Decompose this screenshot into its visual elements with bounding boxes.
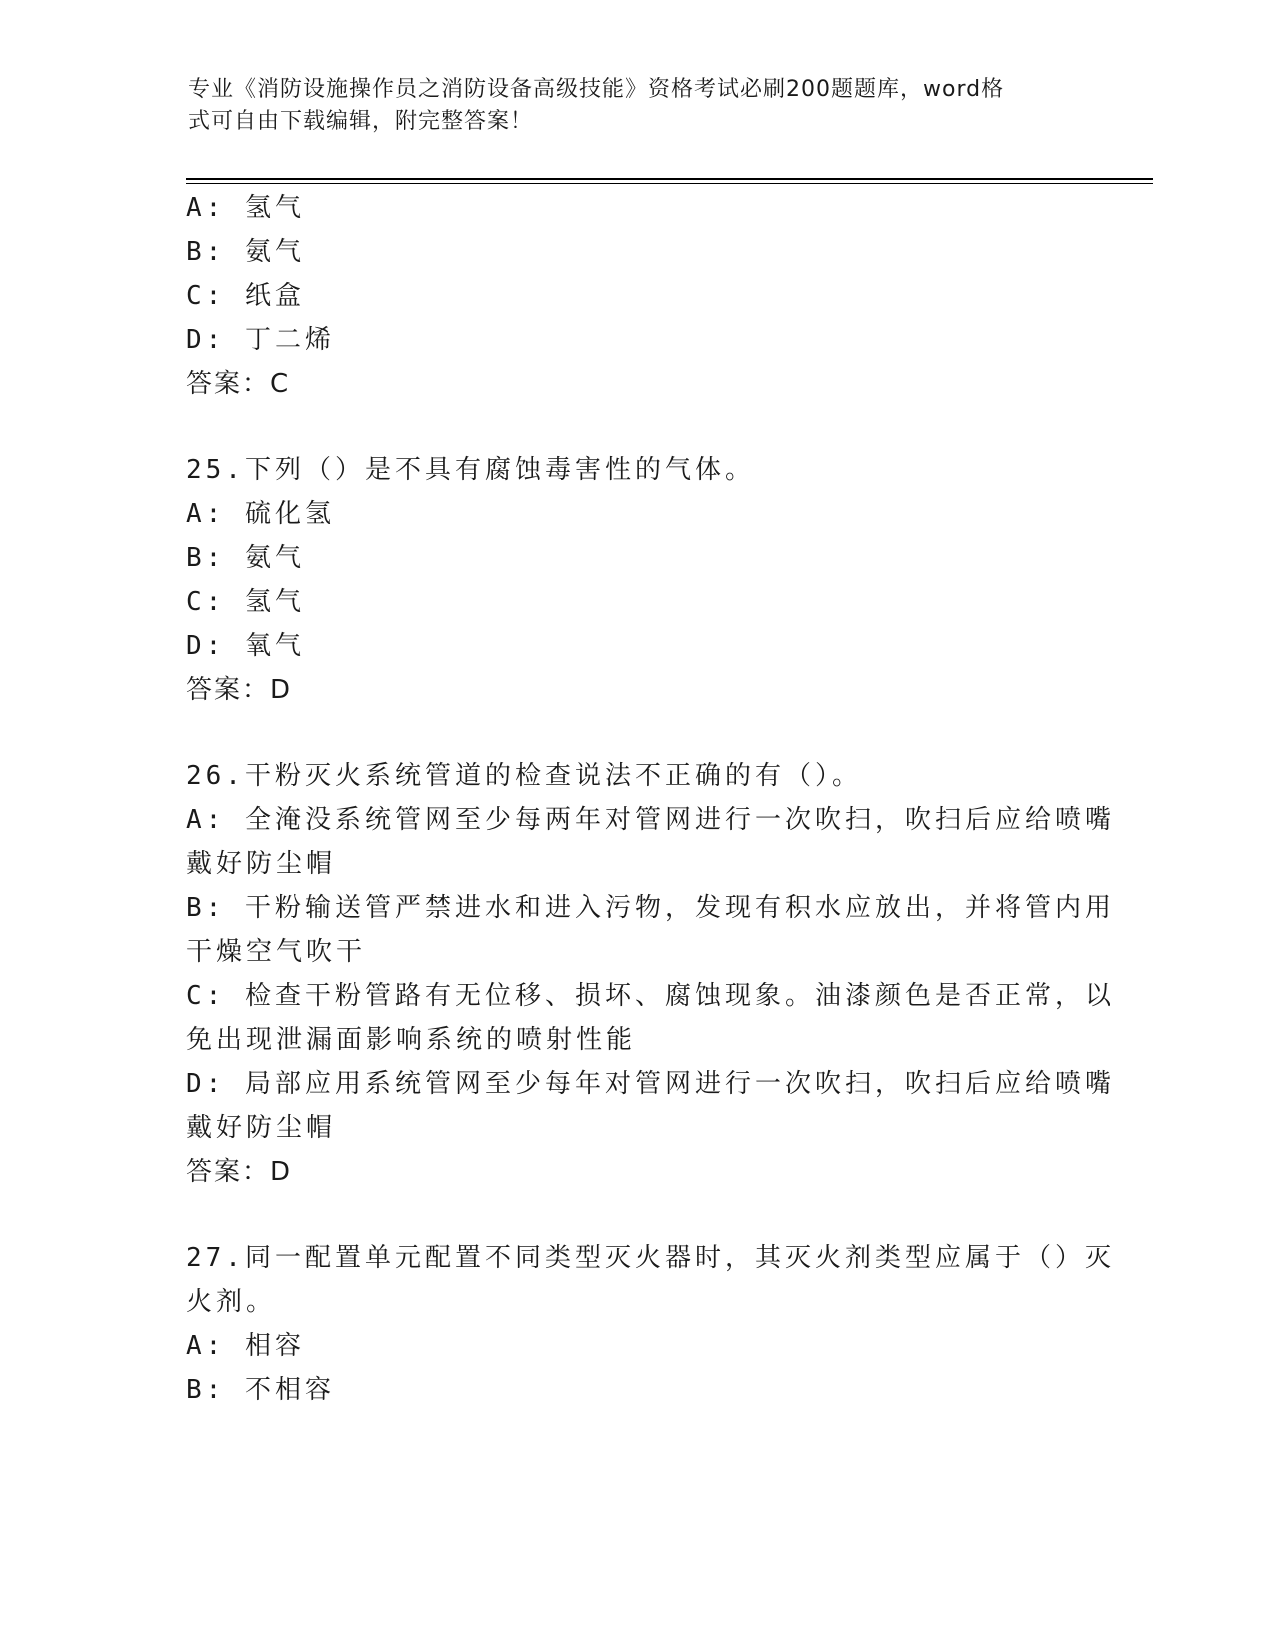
q26-question: 26.干粉灭火系统管道的检查说法不正确的有（）。 [186, 761, 862, 791]
q25-option-a: A: 硫化氢 [186, 499, 335, 529]
q24-option-b: B: 氨气 [186, 237, 305, 267]
q26-option-d-cont: 戴好防尘帽 [186, 1113, 337, 1143]
q26-option-d: D: 局部应用系统管网至少每年对管网进行一次吹扫，吹扫后应给喷嘴 [186, 1069, 1115, 1099]
q25-option-d: D: 氧气 [186, 631, 305, 661]
header-line-1: 专业《消防设施操作员之消防设备高级技能》资格考试必刷200题题库，word格 [188, 77, 1005, 102]
document-header [188, 74, 1068, 138]
q26-option-a: A: 全淹没系统管网至少每两年对管网进行一次吹扫，吹扫后应给喷嘴 [186, 805, 1115, 835]
q24-answer: 答案：C [186, 369, 291, 399]
q25-option-b: B: 氨气 [186, 543, 305, 573]
q25-option-c: C: 氢气 [186, 587, 305, 617]
q27-question: 27.同一配置单元配置不同类型灭火器时，其灭火剂类型应属于（）灭 [186, 1243, 1115, 1273]
header-line-2: 式可自由下载编辑，附完整答案！ [188, 109, 534, 134]
q27-option-a: A: 相容 [186, 1331, 305, 1361]
q26-option-b-cont: 干燥空气吹干 [186, 937, 367, 967]
q26-answer: 答案：D [186, 1157, 293, 1187]
header-rule-thick [186, 178, 1153, 180]
q27-question-cont: 火剂。 [186, 1287, 277, 1317]
q26-option-b: B: 干粉输送管严禁进水和进入污物，发现有积水应放出，并将管内用 [186, 893, 1115, 923]
q25-question: 25.下列（）是不具有腐蚀毒害性的气体。 [186, 455, 755, 485]
q24-option-a: A: 氢气 [186, 193, 305, 223]
q26-option-a-cont: 戴好防尘帽 [186, 849, 337, 879]
q24-option-c: C: 纸盒 [186, 281, 305, 311]
q27-option-b: B: 不相容 [186, 1375, 335, 1405]
q26-option-c: C: 检查干粉管路有无位移、损坏、腐蚀现象。油漆颜色是否正常，以 [186, 981, 1115, 1011]
q25-answer: 答案：D [186, 675, 293, 705]
header-rule-thin [186, 183, 1153, 184]
q24-option-d: D: 丁二烯 [186, 325, 335, 355]
q26-option-c-cont: 免出现泄漏面影响系统的喷射性能 [186, 1025, 637, 1055]
